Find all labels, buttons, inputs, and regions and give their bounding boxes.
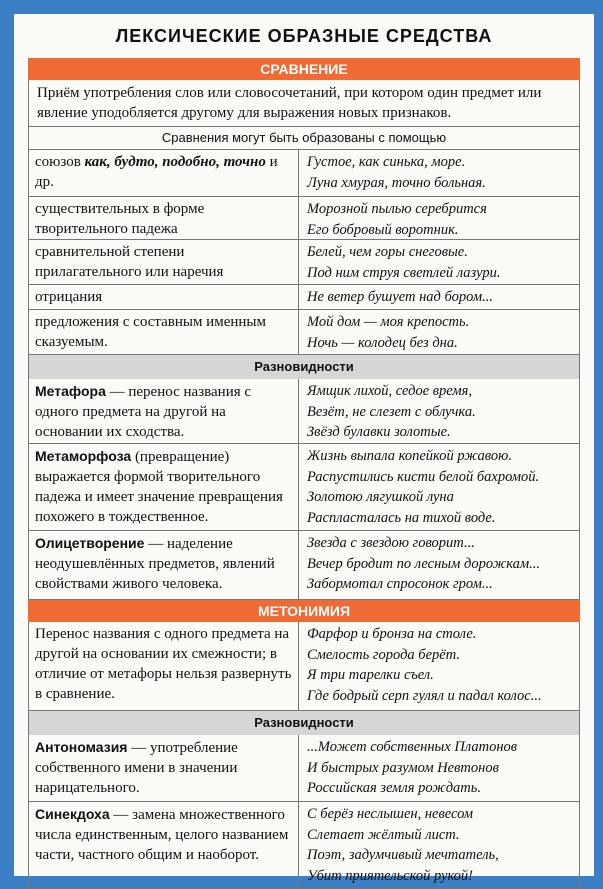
metonymy-header: МЕТОНИМИЯ: [28, 600, 580, 622]
comparison-row-left: союзов как, будто, подобно, точно и др.: [29, 150, 299, 196]
comparison-row-negation: [28, 285, 580, 310]
comparison-row-left: сравнительной степени прилагательного или наречия: [29, 240, 299, 284]
variety-definition: Антономазия — употребление собственного имени в значении нарицательного.: [29, 735, 299, 801]
comparison-formed-by: Сравнения могут быть образованы с помощью: [28, 127, 580, 150]
variety-example: ...Может собственных Платонов И быстрых разумом Невтонов Российская земля рождать.: [307, 739, 518, 796]
variety-definition: Олицетворение — наделение неодушевлённых предметов, явлений свойствами живого человека.: [29, 531, 299, 599]
variety-example: С берёз неслышен, невесом Слетает жёлтый лист. Поэт, задумчивый мечтатель, Убит приятельской рукой!: [307, 806, 499, 884]
variety-definition: Синекдоха — замена множественного числа единственным, целого названием части, частного общим и наоборот.: [29, 802, 299, 888]
variety-example: Ямщик лихой, седое время, Везёт, не слезет с облучка. Звёзд булавки золотые.: [307, 383, 476, 440]
comparison-definition: Приём употребления слов или словосочетаний, при котором один предмет или явление уподобляется другому для выражения новых признаков.: [28, 80, 580, 127]
comparison-row-example: Не ветер бушует над бором...: [307, 289, 493, 305]
variety-example: Жизнь выпала копейкой ржавою. Распустились кисти белой бахромой. Золотою лягушкой луна Распласталась на тихой воде.: [307, 448, 540, 526]
comparison-row-comparative: [28, 240, 580, 285]
comparison-row-predicate: [28, 310, 580, 355]
comparison-row-example: Морозной пылью серебрится Его бобровый воротник.: [307, 201, 487, 238]
comparison-row-left: предложения с составным именным сказуемым.: [29, 310, 299, 354]
variety-definition: Метафора — перенос названия с одного предмета на другой на основании их сходства.: [29, 379, 299, 443]
page-title: ЛЕКСИЧЕСКИЕ ОБРАЗНЫЕ СРЕДСТВА: [115, 26, 493, 46]
reference-sheet: [14, 14, 594, 884]
metonymy-example: Фарфор и бронза на столе. Смелость города берёт. Я три тарелки съел. Где бодрый серп гулял и падал колос...: [307, 626, 542, 704]
comparison-header: СРАВНЕНИЕ: [28, 58, 580, 80]
varieties-header: Разновидности: [28, 711, 580, 735]
comparison-row-nouns: [28, 197, 580, 240]
variety-row-antonomasia: [28, 735, 580, 802]
comparison-row-conjunctions: [28, 150, 580, 197]
variety-row-metamorphosis: [28, 444, 580, 531]
comparison-row-left: существительных в форме творительного падежа: [29, 197, 299, 239]
variety-row-metaphor: [28, 379, 580, 444]
variety-row-personification: [28, 531, 580, 600]
variety-example: Звезда с звездою говорит... Вечер бродит по лесным дорожкам... Забормотал спросонок гром...: [307, 535, 541, 592]
comparison-row-example: Мой дом — моя крепость. Ночь — колодец без дна.: [307, 314, 470, 351]
comparison-row-example: Белей, чем горы снеговые. Под ним струя светлей лазури.: [307, 244, 501, 281]
varieties-header: Разновидности: [28, 355, 580, 379]
metonymy-definition: Перенос названия с одного предмета на другой на основании их смежности; в отличие от метафоры нельзя развернуть в сравнение.: [29, 622, 299, 710]
variety-definition: Метаморфоза (превращение) выражается формой творительного падежа и имеет значение превращения похожего в тождественное.: [29, 444, 299, 530]
comparison-row-left: отрицания: [29, 285, 299, 309]
metonymy-row: [28, 622, 580, 711]
comparison-row-example: Густое, как синька, море. Луна хмурая, точно больная.: [307, 154, 486, 191]
